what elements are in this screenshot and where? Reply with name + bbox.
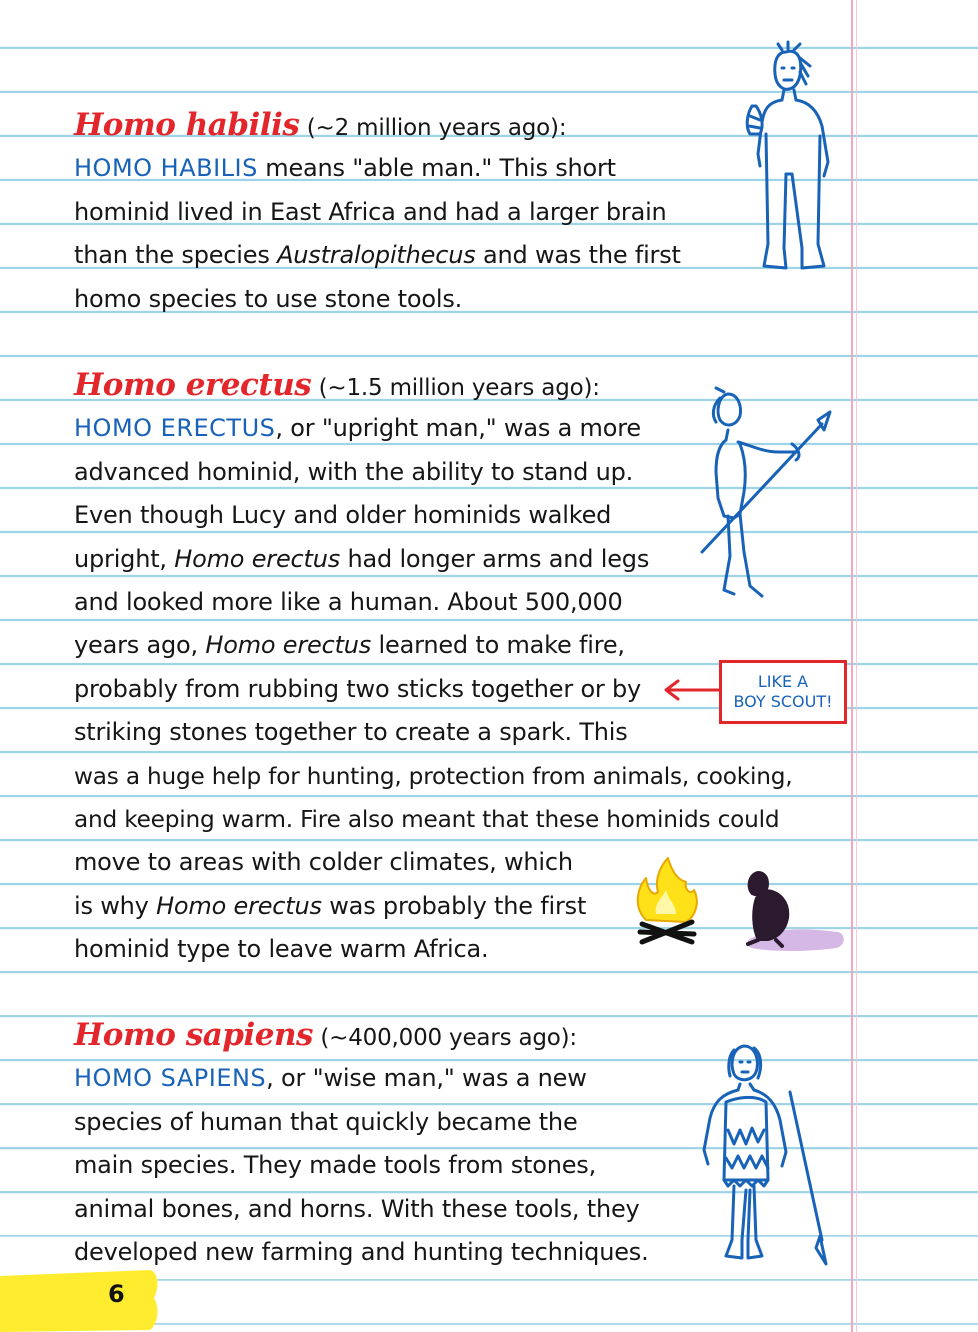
body-text: had longer arms and legs <box>340 544 650 573</box>
page-number-highlight <box>0 1268 158 1332</box>
crouching-hominid-icon <box>738 868 848 952</box>
species-italic: Homo erectus <box>174 544 341 573</box>
section-date: (~400,000 years ago): <box>320 1025 577 1051</box>
species-term: HOMO HABILIS <box>74 154 258 183</box>
homo-erectus-figure-icon <box>700 386 835 606</box>
body-line: Even though Lucy and older hominids walked <box>74 501 612 530</box>
body-text: was probably the first <box>321 891 587 920</box>
body-line: developed new farming and hunting techniques. <box>74 1237 649 1266</box>
body-line: move to areas with colder climates, which <box>74 848 573 877</box>
body-text: means "able man." This short <box>257 154 616 183</box>
body-line: probably from rubbing two sticks together or by <box>74 674 642 703</box>
callout-line-2: BOY SCOUT! <box>733 692 833 711</box>
body-text: , or "upright man," was a more <box>275 414 641 443</box>
callout-box <box>719 660 847 724</box>
body-text: years ago, <box>74 631 206 660</box>
page-number: 6 <box>108 1280 125 1308</box>
section-date: (~2 million years ago): <box>306 115 567 141</box>
section-homo-habilis <box>74 104 681 321</box>
body-line: and keeping warm. Fire also meant that these hominids could <box>74 805 780 833</box>
section-homo-sapiens <box>74 1014 649 1274</box>
body-line: homo species to use stone tools. <box>74 284 463 313</box>
body-text: upright, <box>74 544 175 573</box>
section-date: (~1.5 million years ago): <box>318 375 600 401</box>
body-text: is why <box>74 891 157 920</box>
margin-line <box>851 0 853 1332</box>
species-italic: Australopithecus <box>277 241 476 270</box>
body-line: advanced hominid, with the ability to stand up. <box>74 457 634 486</box>
species-italic: Homo erectus <box>205 631 372 660</box>
section-title: Homo habilis <box>74 107 300 143</box>
callout-arrow-icon <box>662 679 720 701</box>
body-line: species of human that quickly became the <box>74 1107 578 1136</box>
body-line: and looked more like a human. About 500,000 <box>74 587 623 616</box>
body-line: was a huge help for hunting, protection from animals, cooking, <box>74 762 793 790</box>
section-title: Homo sapiens <box>74 1017 313 1053</box>
homo-sapiens-figure-icon <box>696 1040 836 1270</box>
body-line: striking stones together to create a spark. This <box>74 718 628 747</box>
body-line: animal bones, and horns. With these tools, they <box>74 1194 640 1223</box>
campfire-icon <box>632 856 702 948</box>
body-text: learned to make fire, <box>371 631 625 660</box>
body-text: than the species <box>74 241 278 270</box>
body-line: hominid type to leave warm Africa. <box>74 935 489 964</box>
species-italic: Homo erectus <box>156 891 322 920</box>
margin-line-secondary <box>856 0 857 1332</box>
body-line: main species. They made tools from stones, <box>74 1151 597 1180</box>
body-text: , or "wise man," was a new <box>266 1064 587 1093</box>
species-term: HOMO ERECTUS <box>74 414 276 443</box>
species-term: HOMO SAPIENS <box>74 1064 267 1093</box>
body-text: and was the first <box>475 241 681 270</box>
homo-habilis-figure-icon <box>738 44 838 280</box>
body-line: hominid lived in East Africa and had a larger brain <box>74 197 667 226</box>
callout-line-1: LIKE A <box>757 672 809 691</box>
section-title: Homo erectus <box>74 367 312 403</box>
